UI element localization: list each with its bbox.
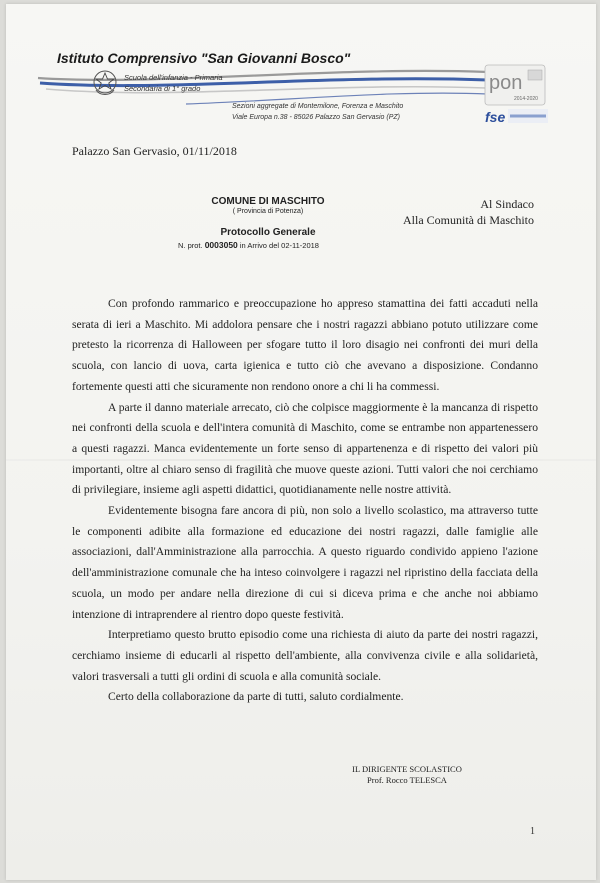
- school-name: Istituto Comprensivo "San Giovanni Bosco": [57, 50, 351, 66]
- stamp-nprot-number: 0003050: [204, 240, 238, 250]
- fse-logo: [484, 107, 550, 127]
- school-address: [232, 101, 403, 123]
- stamp-protocollo: Protocollo Generale: [220, 227, 316, 238]
- fse-logo-label: fse: [485, 109, 506, 125]
- pon-logo: [484, 64, 546, 108]
- signature-role: IL DIRIGENTE SCOLASTICO: [352, 764, 462, 774]
- stamp-provincia: ( Provincia di Potenza): [232, 208, 304, 215]
- place-date: Palazzo San Gervasio, 01/11/2018: [72, 144, 237, 158]
- signature-name: Prof. Rocco TELESCA: [367, 775, 447, 785]
- body-paragraph: Con profondo rammarico e preoccupazione ho appreso stamattina dei fatti accaduti nella serata di ieri a Maschito. Mi addolora pensare che i nostri ragazzi abbiano potuto utilizzare come pretesto la ricorrenza di Halloween per sfogare tutto il loro disagio nei confronti dei muri della scuola, con lancio di uova, carta igienica e tutto ciò che avevano a disposizione. Condanno fortemente questi atti che sicuramente non rendono onore a chi li ha commessi.: [72, 297, 538, 393]
- page-number: 1: [530, 826, 535, 837]
- recipient-line: Alla Comunità di Maschito: [403, 213, 534, 227]
- address-line: Viale Europa n.38 - 85026 Palazzo San Gervasio (PZ): [232, 114, 400, 121]
- stamp-nprot-prefix: N. prot.: [178, 241, 203, 250]
- school-type-line: Secondaria di 1° grado: [124, 84, 201, 93]
- pon-logo-label: pon: [489, 72, 523, 94]
- recipients-block: [386, 196, 534, 228]
- protocol-stamp: [178, 196, 348, 250]
- body-paragraph: Certo della collaborazione da parte di tutti, saluto cordialmente.: [108, 690, 404, 704]
- stamp-nprot-suffix: in Arrivo del 02-11-2018: [239, 241, 319, 250]
- school-type-line: Scuola dell'infanzia - Primaria: [124, 73, 223, 82]
- signature-block: [339, 764, 475, 786]
- body-paragraph: Interpretiamo questo brutto episodio come una richiesta di aiuto da parte dei nostri ragazzi, cerchiamo insieme di educarli al rispetto dell'ambiente, alla convivenza civile e alla solidarietà, valori trasversali a tutti gli ordini di scuola e alla comunità sociale.: [72, 628, 538, 683]
- document-page: [6, 4, 596, 880]
- sections-line: Sezioni aggregate di Montemilone, Forenza e Maschito: [232, 103, 404, 110]
- body-paragraph: Evidentemente bisogna fare ancora di più, non solo a livello scolastico, ma attraverso tutte le componenti adibite alla formazione ed educazione dei nostri ragazzi, dalle famiglie alle associazioni, dall'Amministrazione alla parrocchia. A questo riguardo condivido appieno l'azione dell'amministrazione comunale che ha inteso coinvolgere i ragazzi nel ripristino della facciata della scuola, un modo per andare nella direzione di cui si diceva prima e che anche noi abbiamo intenzione di intraprendere al rientro dopo queste festività.: [72, 504, 538, 621]
- letter-body: [72, 294, 538, 708]
- stamp-comune: COMUNE DI MASCHITO: [211, 196, 325, 207]
- pon-logo-years: 2014-2020: [514, 96, 538, 102]
- recipient-line: Al Sindaco: [480, 197, 534, 211]
- body-paragraph: A parte il danno materiale arrecato, ciò che colpisce maggiormente è la mancanza di rispetto nei confronti della scuola e dell'intera comunità di Maschito, come se entrambe non appartenessero a questi ragazzi. Manca evidentemente un forte senso di appartenenza e di rispetto dei valori più importanti, oltre al chiaro senso di fragilità che muove queste azioni. Tutti valori che noi cerchiamo di privilegiare, insieme agli aspetti didattici, quotidianamente nelle nostre attività.: [72, 400, 538, 497]
- stamp-protocol-number: [178, 240, 348, 250]
- republic-emblem-icon: [92, 68, 118, 98]
- school-types: [124, 72, 223, 94]
